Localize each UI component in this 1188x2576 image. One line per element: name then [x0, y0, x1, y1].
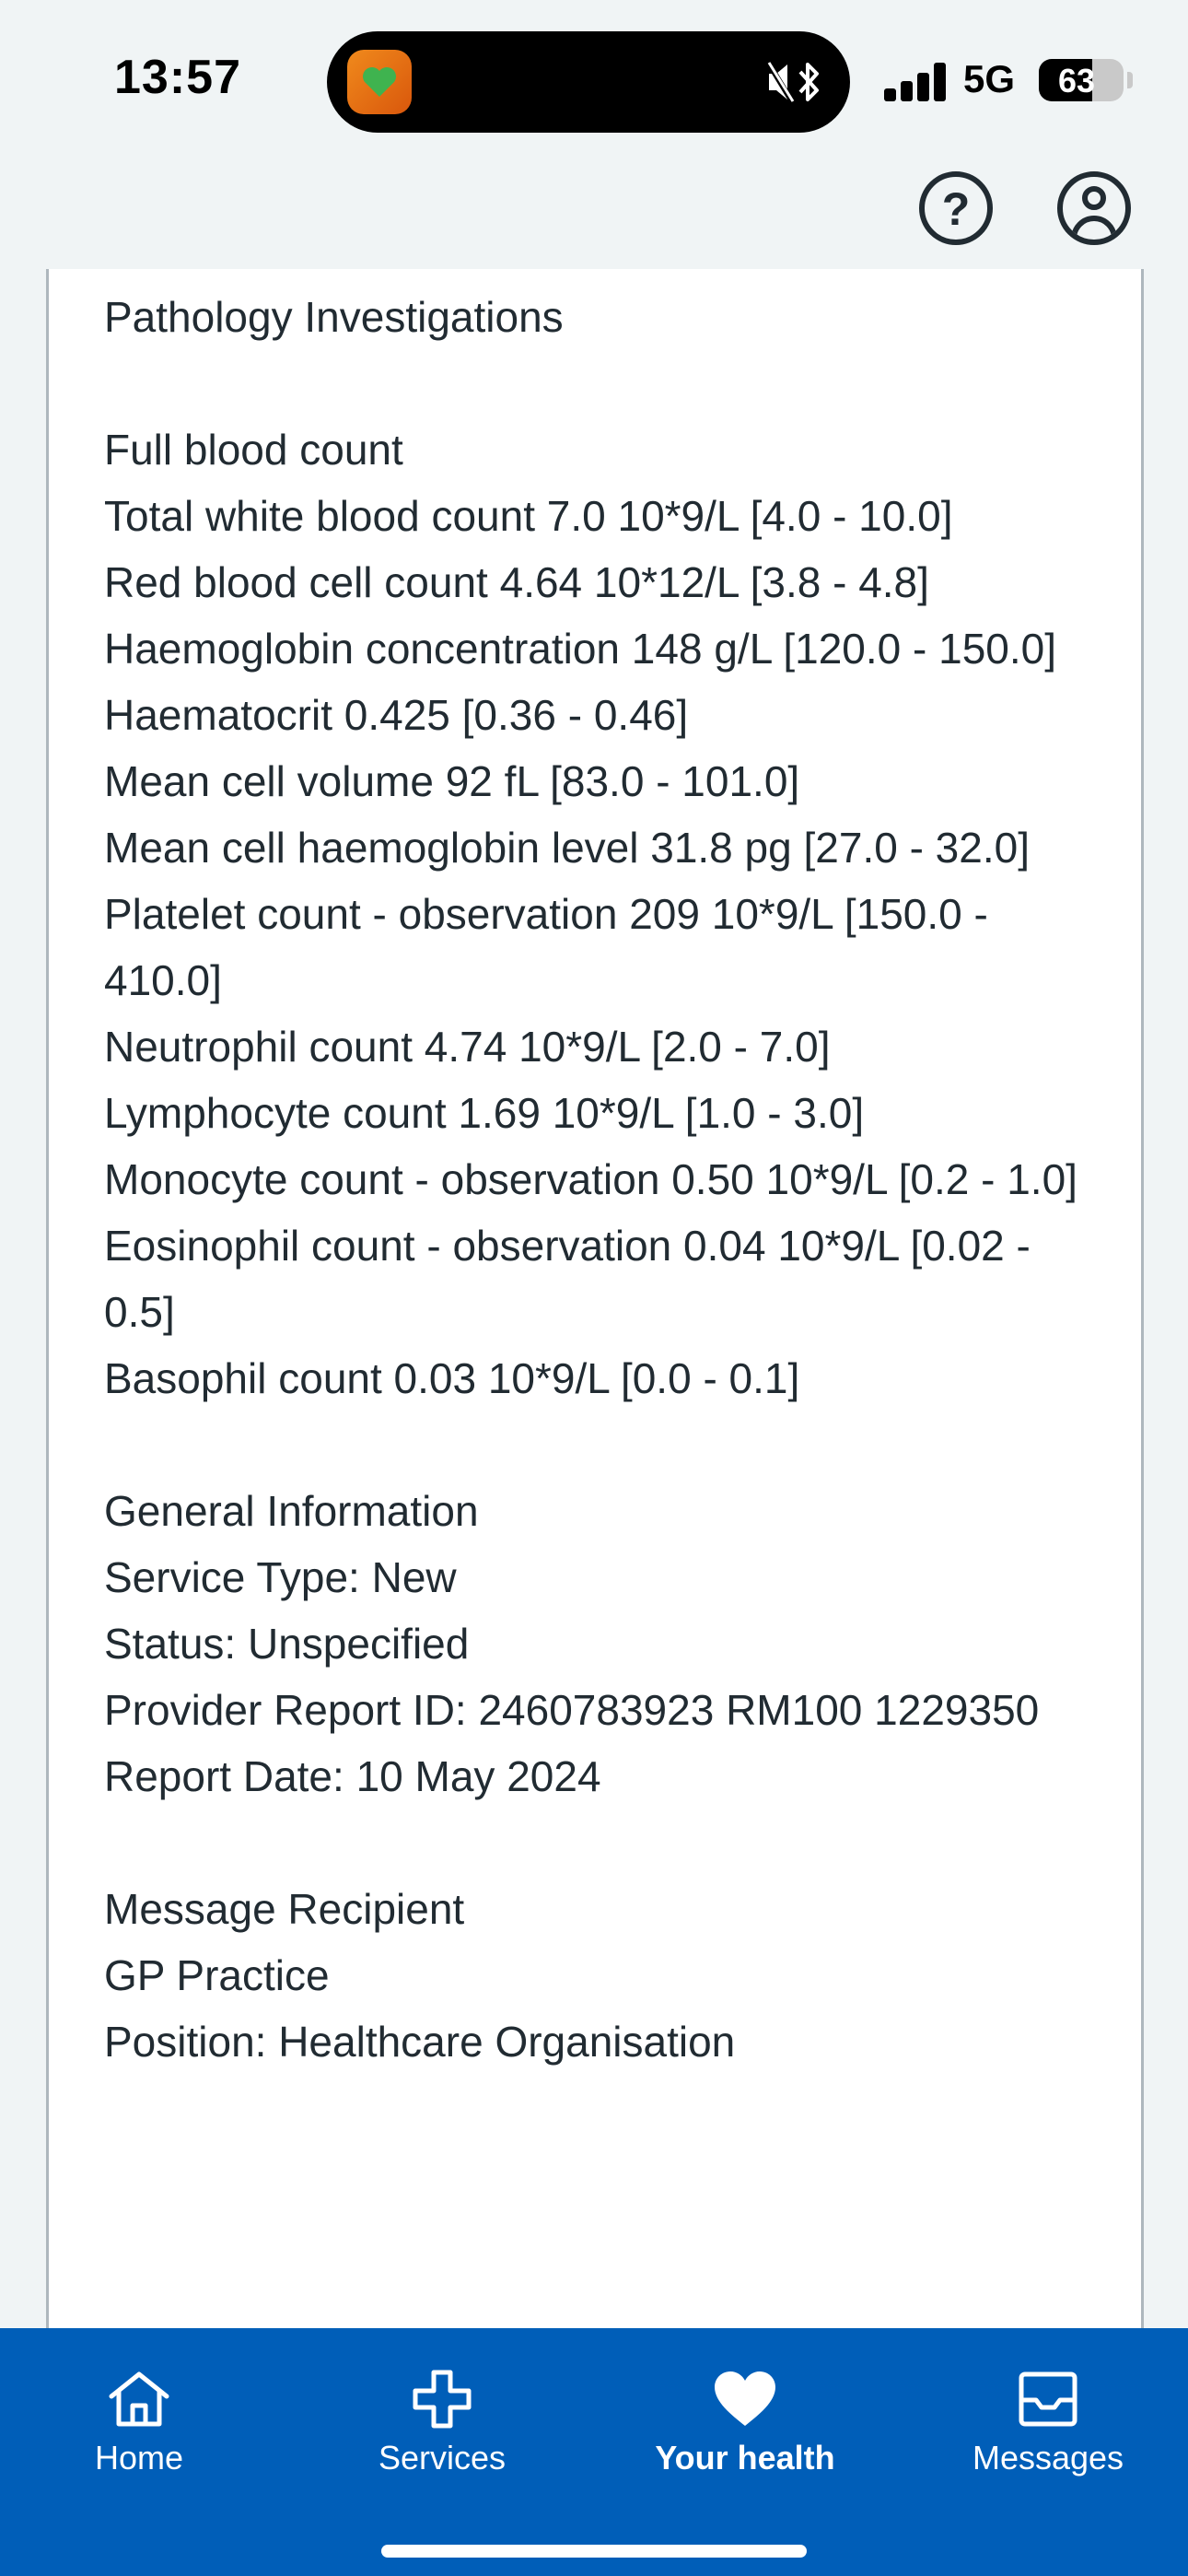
report-line: Service Type: New [104, 1553, 457, 1601]
report-line: Position: Healthcare Organisation [104, 2018, 736, 2066]
report-text [104, 284, 1108, 2075]
status-time: 13:57 [114, 51, 241, 104]
nav-your-health[interactable] [607, 2369, 883, 2498]
home-icon [106, 2369, 172, 2430]
battery-cap [1127, 72, 1133, 88]
battery-icon [1039, 59, 1124, 101]
nav-messages[interactable] [910, 2369, 1186, 2498]
home-indicator[interactable] [381, 2545, 807, 2558]
account-icon[interactable] [1057, 171, 1131, 245]
report-line: Status: Unspecified [104, 1620, 470, 1668]
account-head [1082, 186, 1106, 210]
report-line: Red blood cell count 4.64 10*12/L [3.8 - 4.8] [104, 558, 929, 606]
report-line: Haematocrit 0.425 [0.36 - 0.46] [104, 691, 689, 739]
network-type: 5G [963, 57, 1016, 100]
bottom-navigation [0, 2328, 1188, 2576]
report-line: Haemoglobin concentration 148 g/L [120.0 - 150.0] [104, 625, 1057, 673]
report-line: Full blood count [104, 426, 403, 474]
help-icon[interactable] [919, 171, 993, 245]
heart-icon [713, 2369, 777, 2430]
blank-line [104, 350, 1108, 416]
report-line: Monocyte count - observation 0.50 10*9/L [0.2 - 1.0] [104, 1155, 1077, 1203]
nav-your-health-label: Your health [655, 2439, 835, 2476]
battery-level: 63 [1057, 62, 1096, 100]
report-line: Basophil count 0.03 10*9/L [0.0 - 0.1] [104, 1354, 800, 1402]
report-line: Lymphocyte count 1.69 10*9/L [1.0 - 3.0] [104, 1089, 865, 1137]
nav-home[interactable] [1, 2369, 277, 2498]
nav-services-label: Services [378, 2439, 507, 2476]
report-line: Provider Report ID: 2460783923 RM100 1229350 [104, 1686, 1040, 1734]
nav-services[interactable] [304, 2369, 580, 2498]
report-line: Message Recipient [104, 1885, 465, 1933]
report-line: Platelet count - observation 209 10*9/L [150.0 - 410.0] [104, 890, 1000, 1004]
report-line: GP Practice [104, 1951, 330, 1999]
account-body [1071, 216, 1117, 245]
help-glyph: ? [941, 183, 971, 235]
cellular-signal-icon [884, 63, 947, 101]
nav-messages-label: Messages [972, 2439, 1124, 2476]
report-line: Report Date: 10 May 2024 [104, 1752, 601, 1800]
blank-line [104, 1809, 1108, 1876]
report-line: Total white blood count 7.0 10*9/L [4.0 - 10.0] [104, 492, 953, 540]
report-line: Neutrophil count 4.74 10*9/L [2.0 - 7.0] [104, 1023, 831, 1071]
app-activity-icon [347, 50, 412, 114]
silent-bluetooth-icon [765, 55, 822, 109]
nav-home-label: Home [94, 2439, 184, 2476]
cross-icon [412, 2369, 472, 2430]
report-line: Eosinophil count - observation 0.04 10*9/L [0.02 - 0.5] [104, 1222, 1042, 1336]
report-card [46, 269, 1144, 2333]
header-actions [0, 171, 1188, 249]
report-line: Pathology Investigations [104, 293, 564, 341]
report-line: Mean cell volume 92 fL [83.0 - 101.0] [104, 757, 800, 805]
blank-line [104, 1411, 1108, 1478]
report-line: Mean cell haemoglobin level 31.8 pg [27.0 - 32.0] [104, 824, 1030, 872]
dynamic-island [327, 31, 850, 133]
status-bar [0, 0, 1188, 157]
report-line: General Information [104, 1487, 479, 1535]
envelope-icon [1018, 2369, 1078, 2430]
